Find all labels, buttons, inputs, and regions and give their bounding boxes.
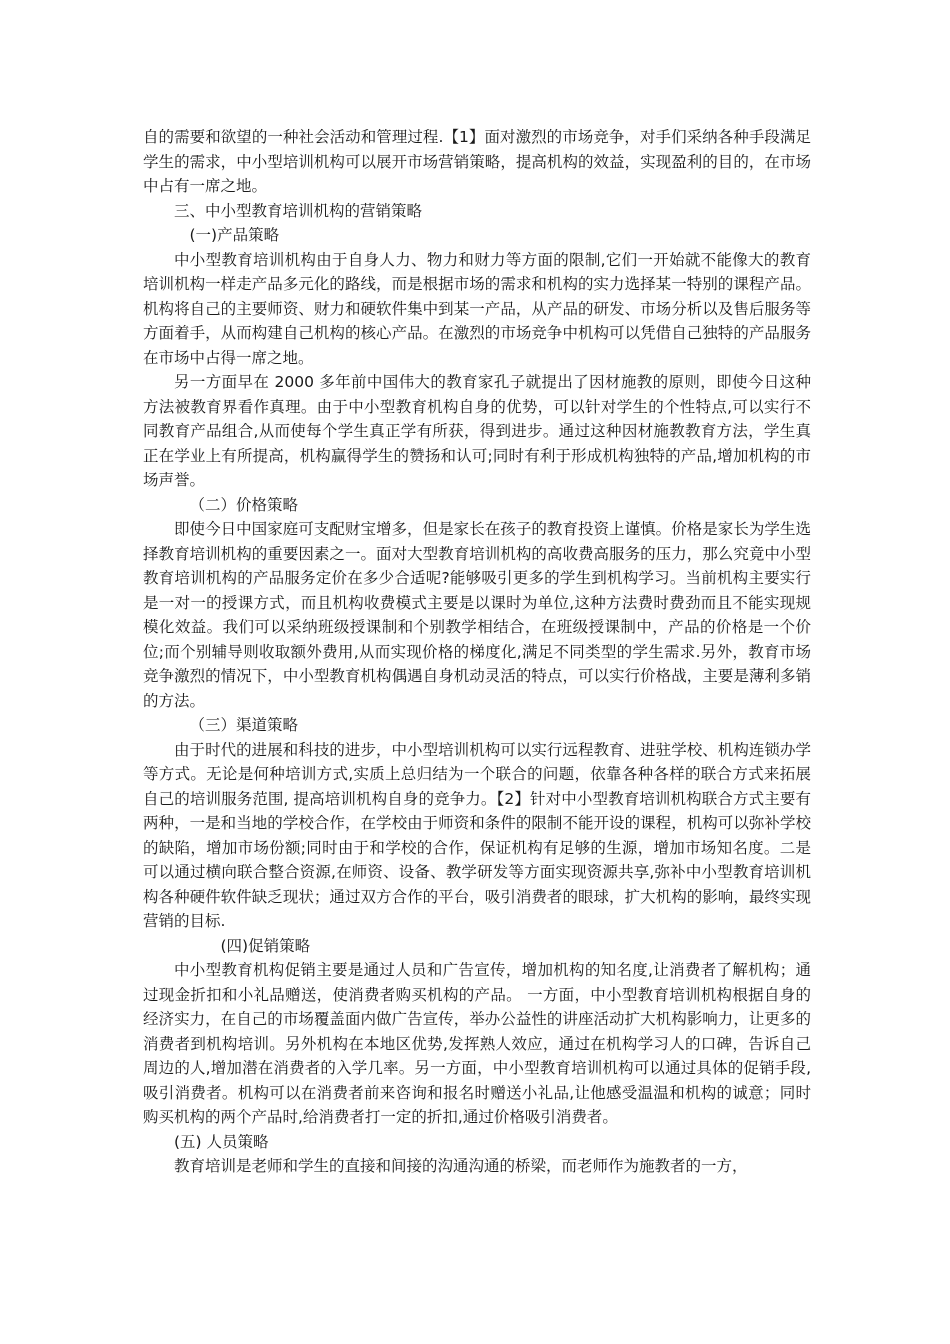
subheading-product: (一)产品策略 — [189, 226, 280, 244]
paragraph-product-1: 中小型教育培训机构由于自身人力、物力和财力等方面的限制,它们一开始就不能像大的教育培训机构一样走产品多元化的路线，而是根据市场的需求和机构的实力选择某一特别的课程产品。机构将自己的主要师资、财力和硬软件集中到某一产品，从产品的研发、市场分析以及售后服务等方面着手，从而构建自己机构的核心产品。在激烈的市场竞争中机构可以凭借自己独特的产品服务在市场中占得一席之地。 — [143, 250, 811, 367]
subheading-people: (五) 人员策略 — [174, 1132, 269, 1151]
subheading-price: （二）价格策略 — [189, 495, 299, 514]
paragraph-intro: 自的需要和欲望的一种社会活动和管理过程.【1】面对激烈的市场竞争，对手们采纳各种手段满足学生的需求，中小型培训机构可以展开市场营销策略，提高机构的效益，实现盈利的目的，在市场中占有一席之地。 — [143, 128, 811, 195]
paragraph-people: 教育培训是老师和学生的直接和间接的沟通沟通的桥梁，而老师作为施教者的一方， — [174, 1157, 748, 1175]
document-page — [143, 125, 811, 1179]
paragraph-channel: 由于时代的进展和科技的进步，中小型培训机构可以实行远程教育、进驻学校、机构连锁办学等方式。无论是何种培训方式,实质上总归结为一个联合的问题，依靠各种各样的联合方式来拓展自己的培训服务范围, 提高培训机构自身的竞争力。【2】针对中小型教育培训机构联合方式主要有两种，一是和当地的学校合作，在学校由于师资和条件的限制不能开设的课程，机构可以弥补学校的缺陷，增加市场份额;同时由于和学校的合作，保证机构有足够的生源，增加市场知名度。二是可以通过横向联合整合资源,在师资、设备、教学研发等方面实现资源共享,弥补中小型教育培训机构各种硬件软件缺乏现状；通过双方合作的平台，吸引消费者的眼球，扩大机构的影响，最终实现营销的目标. — [143, 740, 811, 930]
section-heading: 三、中小型教育培训机构的营销策略 — [174, 201, 423, 220]
paragraph-price: 即使今日中国家庭可支配财宝增多，但是家长在孩子的教育投资上谨慎。价格是家长为学生选择教育培训机构的重要因素之一。面对大型教育培训机构的高收费高服务的压力，那么究竟中小型教育培训机构的产品服务定价在多少合适呢?能够吸引更多的学生到机构学习。当前机构主要实行是一对一的授课方式，而且机构收费模式主要是以课时为单位,这种方法费时费劲而且不能实现规模化效益。我们可以采纳班级授课制和个别教学相结合，在班级授课制中，产品的价格是一个价位;而个别辅导则收取额外费用,从而实现价格的梯度化,满足不同类型的学生需求.另外，教育市场竞争激烈的情况下，中小型教育机构偶遇自身机动灵活的特点，可以实行价格战，主要是薄利多销的方法。 — [143, 520, 811, 710]
subheading-promotion: (四)促销策略 — [220, 936, 311, 955]
paragraph-product-2: 另一方面早在 2000 多年前中国伟大的教育家孔子就提出了因材施教的原则，即使今日这种方法被教育界看作真理。由于中小型教育机构自身的优势，可以针对学生的个性特点,可以实行不同教育产品组合,从而使每个学生真正学有所获，得到进步。通过这种因材施教教育方法，学生真正在学业上有所提高，机构赢得学生的赞扬和认可;同时有利于形成机构独特的产品,增加机构的市场声誉。 — [143, 373, 811, 489]
paragraph-promotion: 中小型教育机构促销主要是通过人员和广告宣传，增加机构的知名度,让消费者了解机构；通过现金折扣和小礼品赠送，使消费者购买机构的产品。 一方面，中小型教育培训机构根据自身的经济实力，在自己的市场覆盖面内做广告宣传，举办公益性的讲座活动扩大机构影响力，让更多的消费者到机构培训。另外机构在本地区优势,发挥熟人效应，通过在机构学习人的口碑，告诉自己周边的人,增加潜在消费者的入学几率。另一方面，中小型教育培训机构可以通过具体的促销手段,吸引消费者。机构可以在消费者前来咨询和报名时赠送小礼品,让他感受温温和机构的诚意；同时购买机构的两个产品时,给消费者打一定的折扣,通过价格吸引消费者。 — [143, 961, 811, 1126]
subheading-channel: （三）渠道策略 — [189, 716, 299, 734]
